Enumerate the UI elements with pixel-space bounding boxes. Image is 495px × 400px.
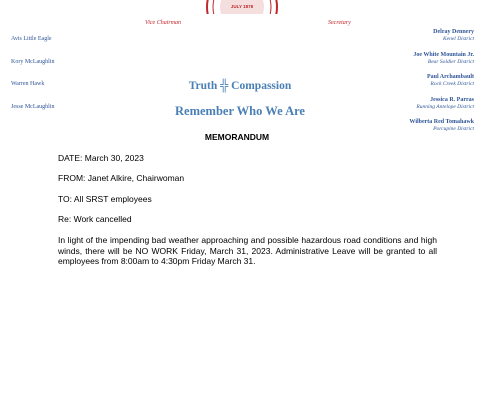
district-rep: [409, 74, 474, 97]
rep-district: Porcupine District: [433, 126, 474, 132]
rep-district: Kenel District: [442, 36, 474, 42]
rep-district: Bear Soldier District: [427, 58, 474, 65]
memo-body: In light of the impending bad weather approaching and possible hazardous road conditions and high winds, there will be NO WORK Friday, March 31, 2023. Administrative Leave will be granted to all employees from 8:00am to 4:30pm Friday March 31.: [58, 235, 437, 266]
council-member: Warren Hawk: [11, 81, 45, 87]
memo-subject: Re: Work cancelled: [58, 214, 132, 224]
memo-date: DATE: March 30, 2023: [58, 153, 144, 163]
motto-truth-compassion: Truth ╬ Compassion: [188, 80, 292, 92]
district-rep: [409, 29, 474, 52]
rep-name: Delray Dennery: [433, 29, 474, 35]
memo-from: FROM: Janet Alkire, Chairwoman: [58, 173, 185, 183]
council-member: Kory McLaughlin: [11, 58, 55, 65]
council-member: Jesse McLaughlin: [11, 103, 55, 110]
district-rep: [409, 52, 474, 75]
memo-title: MEMORANDUM: [204, 132, 270, 142]
memo-to: TO: All SRST employees: [58, 194, 152, 204]
rep-name: Joe White Mountain Jr.: [413, 51, 474, 58]
secretary-title: Secretary: [328, 20, 351, 26]
district-representatives: [409, 29, 474, 142]
motto-remember: Remember Who We Are: [175, 104, 305, 118]
vice-chairman-title: Vice Chairman: [145, 20, 182, 26]
rep-district: Rock Creek District: [430, 81, 474, 87]
rep-name: Wilberta Red Tomahawk: [409, 119, 474, 125]
rep-district: Running Antelope District: [416, 103, 474, 110]
seal-year: JULY 1878: [230, 4, 254, 9]
rep-name: Paul Archambault: [426, 74, 474, 80]
council-members-left: [11, 35, 55, 125]
council-member: Avis Little Eagle: [11, 36, 52, 42]
tribal-seal-logo: [205, 0, 279, 14]
rep-name: Jessica R. Parras: [430, 96, 474, 103]
district-rep: [409, 97, 474, 120]
